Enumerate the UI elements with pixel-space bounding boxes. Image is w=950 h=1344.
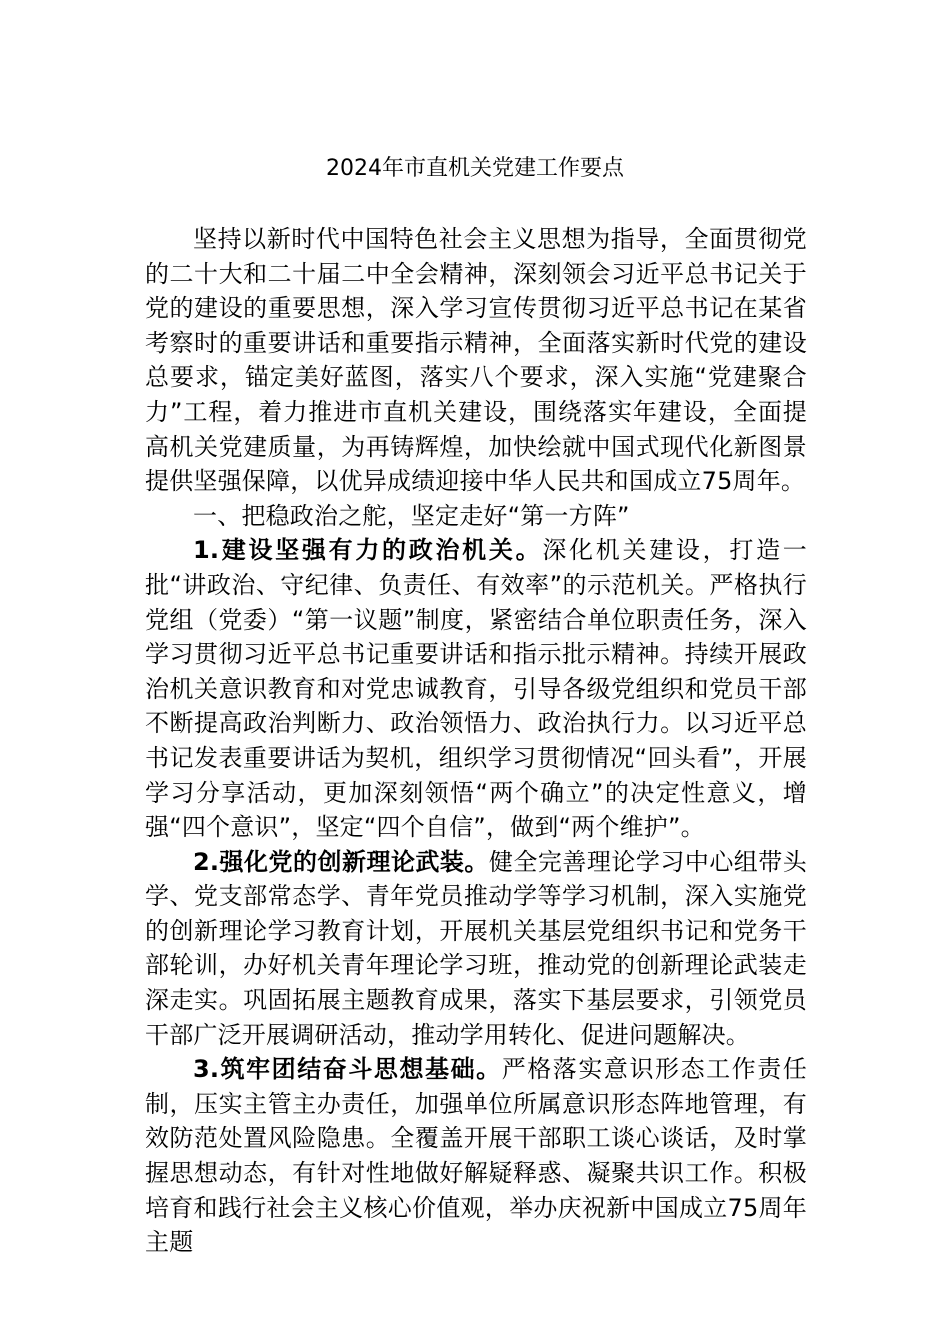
paragraph-item-3 xyxy=(145,1052,807,1260)
paragraph-text: 深化机关建设，打造一批“讲政治、守纪律、负责任、有效率”的示范机关。严格执行党组（党委）“第一议题”制度，紧密结合单位职责任务，深入学习贯彻习近平总书记重要讲话和指示批示精神。持续开展政治机关意识教育和对党忠诚教育，引导各级党组织和党员干部不断提高政治判断力、政治领悟力、政治执行力。以习近平总书记发表重要讲话为契机，组织学习贯彻情况“回头看”，开展学习分享活动，更加深刻领悟“两个确立”的决定性意义，增强“四个意识”，坚定“四个自信”，做到“两个维护”。 xyxy=(145,536,807,842)
paragraph-lead: 3.筑牢团结奋斗思想基础。 xyxy=(193,1055,502,1084)
paragraph-text: 坚持以新时代中国特色社会主义思想为指导，全面贯彻党的二十大和二十届二中全会精神，深刻领会习近平总书记关于党的建设的重要思想，深入学习宣传贯彻习近平总书记在某省考察时的重要讲话和重要指示精神，全面落实新时代党的建设总要求，锚定美好蓝图，落实八个要求，深入实施“党建聚合力”工程，着力推进市直机关建设，围绕落实年建设，全面提高机关党建质量，为再铸辉煌，加快绘就中国式现代化新图景提供坚强保障，以优异成绩迎接中华人民共和国成立75周年。 xyxy=(145,225,807,496)
paragraph-item-2 xyxy=(145,845,807,1053)
section-heading-1 xyxy=(145,499,807,534)
paragraph-item-1 xyxy=(145,533,807,844)
document-body xyxy=(145,222,807,1260)
paragraph-lead: 1.建设坚强有力的政治机关。 xyxy=(193,536,543,565)
paragraph-text: 严格落实意识形态工作责任制，压实主管主办责任，加强单位所属意识形态阵地管理，有效防范处置风险隐患。全覆盖开展干部职工谈心谈话，及时掌握思想动态，有针对性地做好解疑释惑、凝聚共识工作。积极培育和践行社会主义核心价值观，举办庆祝新中国成立75周年主题 xyxy=(145,1055,807,1257)
paragraph-text: 一、把稳政治之舵，坚定走好“第一方阵” xyxy=(193,501,630,530)
paragraph-lead: 2.强化党的创新理论武装。 xyxy=(193,847,489,876)
document-title: 2024年市直机关党建工作要点 xyxy=(326,156,624,181)
paragraph-intro xyxy=(145,222,807,499)
paragraph-text: 健全完善理论学习中心组带头学、党支部常态学、青年党员推动学等学习机制，深入实施党的创新理论学习教育计划，开展机关基层党组织书记和党务干部轮训，办好机关青年理论学习班，推动党的创新理论武装走深走实。巩固拓展主题教育成果，落实下基层要求，引领党员干部广泛开展调研活动，推动学用转化、促进问题解决。 xyxy=(145,847,807,1049)
